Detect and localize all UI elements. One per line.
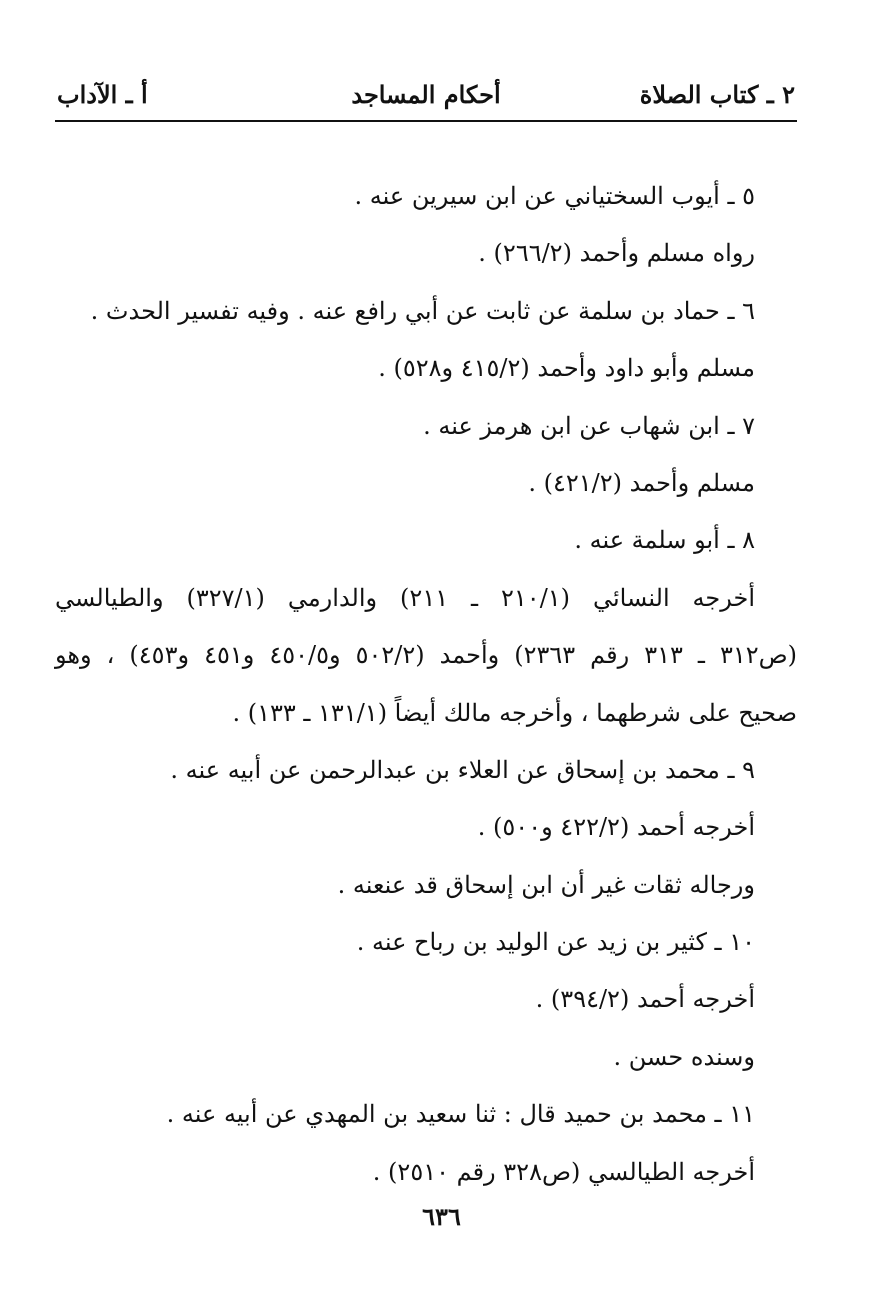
text-line-1: ٥ ـ أيوب السختياني عن ابن سيرين عنه . <box>354 182 755 210</box>
text-line-9: (ص٣١٢ ـ ٣١٣ رقم ٢٣٦٣) وأحمد (٥٠٢/٢ و٤٥٠/٥ و٤٥١ و٤٥٣) ، وهو <box>55 641 798 670</box>
text-line-3: ٦ ـ حماد بن سلمة عن ثابت عن أبي رافع عنه . وفيه تفسير الحدث . <box>90 296 755 325</box>
text-line-15: أخرجه أحمد (٣٩٤/٢) . <box>535 985 755 1014</box>
text-line-17: ١١ ـ محمد بن حميد قال : ثنا سعيد بن المهدي عن أبيه عنه . <box>166 1100 755 1129</box>
text-line-14: ١٠ ـ كثير بن زيد عن الوليد بن رباح عنه . <box>356 928 755 957</box>
text-line-18: أخرجه الطيالسي (ص٣٢٨ رقم ٢٥١٠) . <box>372 1157 755 1186</box>
text-line-2: رواه مسلم وأحمد (٢٦٦/٢) . <box>478 239 755 268</box>
text-line-11: ٩ ـ محمد بن إسحاق عن العلاء بن عبدالرحمن عن أبيه عنه . <box>170 755 755 784</box>
text-line-13: ورجاله ثقات غير أن ابن إسحاق قد عنعنه . <box>337 870 755 899</box>
text-line-6: مسلم وأحمد (٤٢١/٢) . <box>528 468 755 497</box>
text-line-5: ٧ ـ ابن شهاب عن ابن هرمز عنه . <box>423 411 755 440</box>
text-line-10: صحيح على شرطهما ، وأخرجه مالك أيضاً (١٣١/١ ـ ١٣٣) . <box>232 698 797 727</box>
header-section-title: أحكام المساجد <box>351 80 501 109</box>
running-header <box>55 76 797 122</box>
text-line-7: ٨ ـ أبو سلمة عنه . <box>574 526 755 555</box>
text-line-4: مسلم وأبو داود وأحمد (٤١٥/٢ و٥٢٨) . <box>378 354 755 383</box>
text-line-12: أخرجه أحمد (٤٢٢/٢ و٥٠٠) . <box>477 813 755 842</box>
page-body <box>55 168 797 1201</box>
header-chapter: ٢ ـ كتاب الصلاة <box>639 80 795 109</box>
header-subsection: أ ـ الآداب <box>57 80 148 109</box>
text-line-16: وسنده حسن . <box>613 1042 755 1071</box>
page-number: ٦٣٦ <box>422 1202 461 1231</box>
text-line-8: أخرجه النسائي (٢١٠/١ ـ ٢١١) والدارمي (٣٢٧/١) والطيالسي <box>55 583 756 612</box>
